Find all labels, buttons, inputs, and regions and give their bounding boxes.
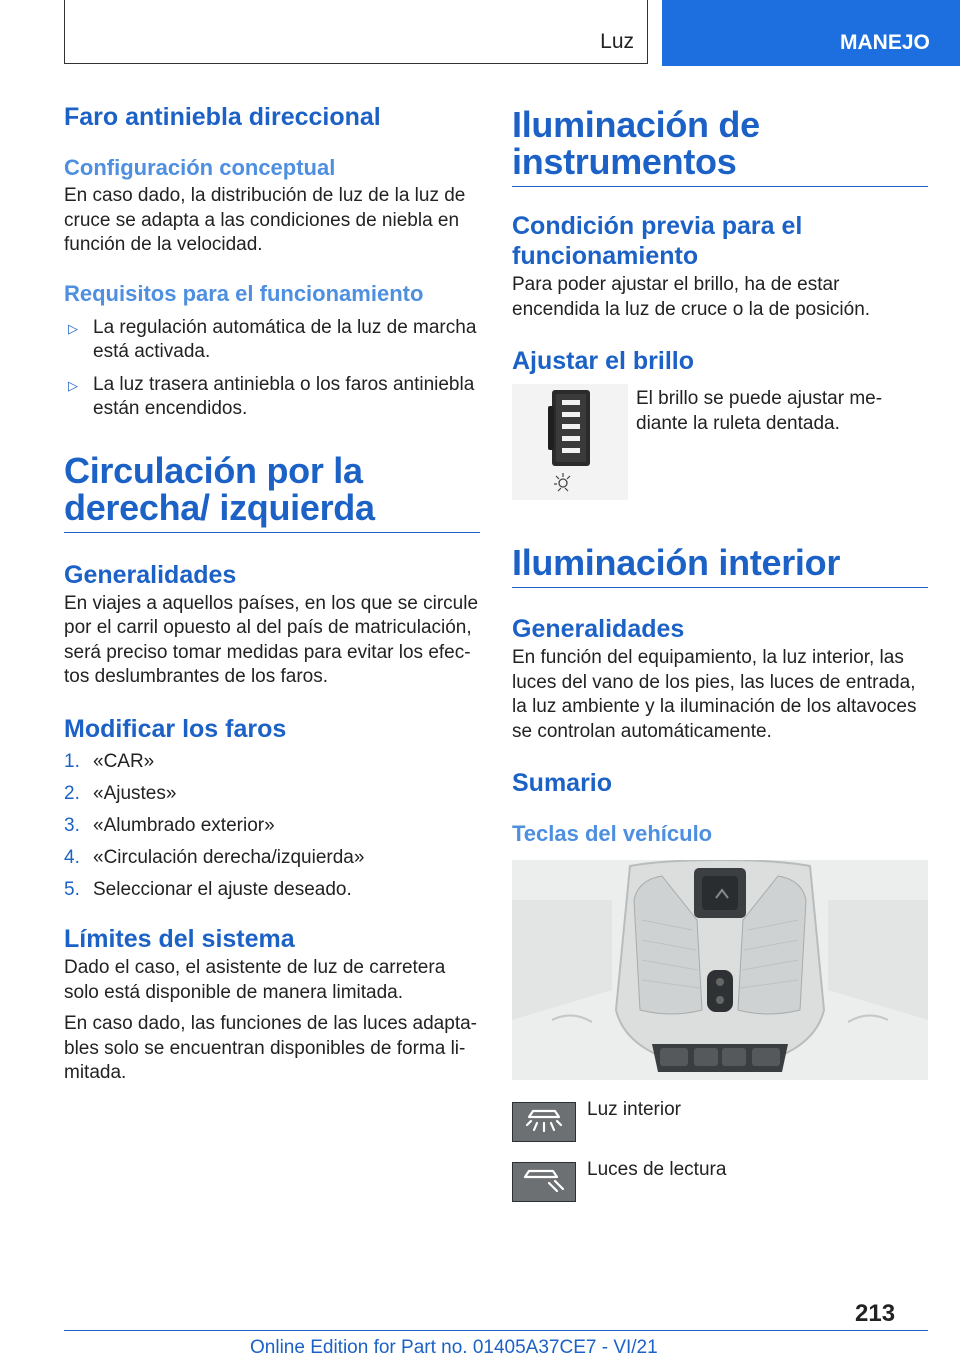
reading-light-label: Luces de lectura <box>587 1159 727 1180</box>
list-item: 2. «Ajustes» <box>64 782 177 804</box>
requirements-title: Requisitos para el funcionamiento <box>64 280 424 306</box>
general-text: En viajes a aquellos países, en los que se circule por el carril opuesto al del país de matriculación, será preciso tomar medidas para evitar los efec- tos deslumbrantes de los faros. <box>64 592 479 687</box>
triangle-bullet-icon: ▷ <box>68 320 78 336</box>
list-item: 4. «Circulación derecha/izquierda» <box>64 846 365 868</box>
overhead-console-icon <box>512 860 928 1080</box>
list-item: ▷ La luz trasera antiniebla o los faros antiniebla están encendidos. <box>68 373 475 419</box>
general-title: Generalidades <box>64 560 237 589</box>
precondition-title: Condición previa para el funcionamiento <box>512 212 803 270</box>
interior-lighting-title: Iluminación interior <box>512 542 841 583</box>
limits-text-1: Dado el caso, el asistente de luz de carretera solo está disponible de manera limitada. <box>64 957 446 1003</box>
brightness-title: Ajustar el brillo <box>512 347 694 375</box>
requirements-list <box>64 316 480 422</box>
triangle-bullet-icon: ▷ <box>68 377 78 393</box>
page-number: 213 <box>855 1300 896 1327</box>
footer-edition: Online Edition for Part no. 01405A37CE7 - VI/21 <box>250 1337 658 1358</box>
header-chapter-tab: MANEJO <box>662 0 960 66</box>
icon-row-interior-light <box>512 1098 928 1158</box>
general-text-right: En función del equipamiento, la luz interior, las luces del vano de los pies, las luces de entrada, la luz ambiente y la iluminación de los altavoces se controlan automáticamente. <box>512 647 917 742</box>
interior-light-icon <box>512 1102 576 1142</box>
general-title-right: Generalidades <box>512 615 685 643</box>
header-left-frame <box>64 0 648 64</box>
interior-light-label: Luz interior <box>587 1099 681 1120</box>
list-item: 1. «CAR» <box>64 750 155 772</box>
faro-title: Faro antiniebla direccional <box>64 103 381 131</box>
icon-row-reading-light <box>512 1158 928 1218</box>
instrument-lighting-title: Iluminación de instrumentos <box>512 104 760 182</box>
brightness-text: El brillo se puede ajustar me- diante la ruleta dentada. <box>636 388 883 434</box>
list-item: 5. Seleccionar el ajuste deseado. <box>64 878 352 900</box>
footer-rule <box>64 1330 928 1331</box>
config-text: En caso dado, la distribución de luz de la luz de cruce se adapta a las condiciones de niebla en función de la velocidad. <box>64 185 466 255</box>
header-section-title: Luz <box>600 30 634 53</box>
system-limits-title: Límites del sistema <box>64 925 295 953</box>
reading-light-icon <box>512 1162 576 1202</box>
config-title: Configuración conceptual <box>64 155 336 180</box>
brightness-block <box>512 384 928 508</box>
limits-text-2: En caso dado, las funciones de las luces adapta- bles solo se encuentran disponibles de forma li- mitada. <box>64 1013 477 1083</box>
traffic-side-title: Circulación por la derecha/ izquierda <box>64 449 375 528</box>
list-item: 3. «Alumbrado exterior» <box>64 814 275 836</box>
brightness-wheel-image <box>512 384 628 500</box>
modify-headlights-title: Modificar los faros <box>64 714 287 743</box>
precondition-text: Para poder ajustar el brillo, ha de estar encendida la luz de cruce o la de posición. <box>512 274 871 320</box>
section-rule <box>512 186 928 187</box>
list-item: ▷ La regulación automática de la luz de marcha está activada. <box>68 316 477 362</box>
modify-steps-list <box>64 750 480 903</box>
vehicle-buttons-title: Teclas del vehículo <box>512 821 713 846</box>
right-column <box>512 100 928 1218</box>
section-rule <box>64 532 480 533</box>
thumbwheel-icon <box>512 384 628 500</box>
overhead-console-image <box>512 860 928 1080</box>
left-column <box>64 100 480 1086</box>
section-rule <box>512 587 928 588</box>
summary-title: Sumario <box>512 769 613 797</box>
